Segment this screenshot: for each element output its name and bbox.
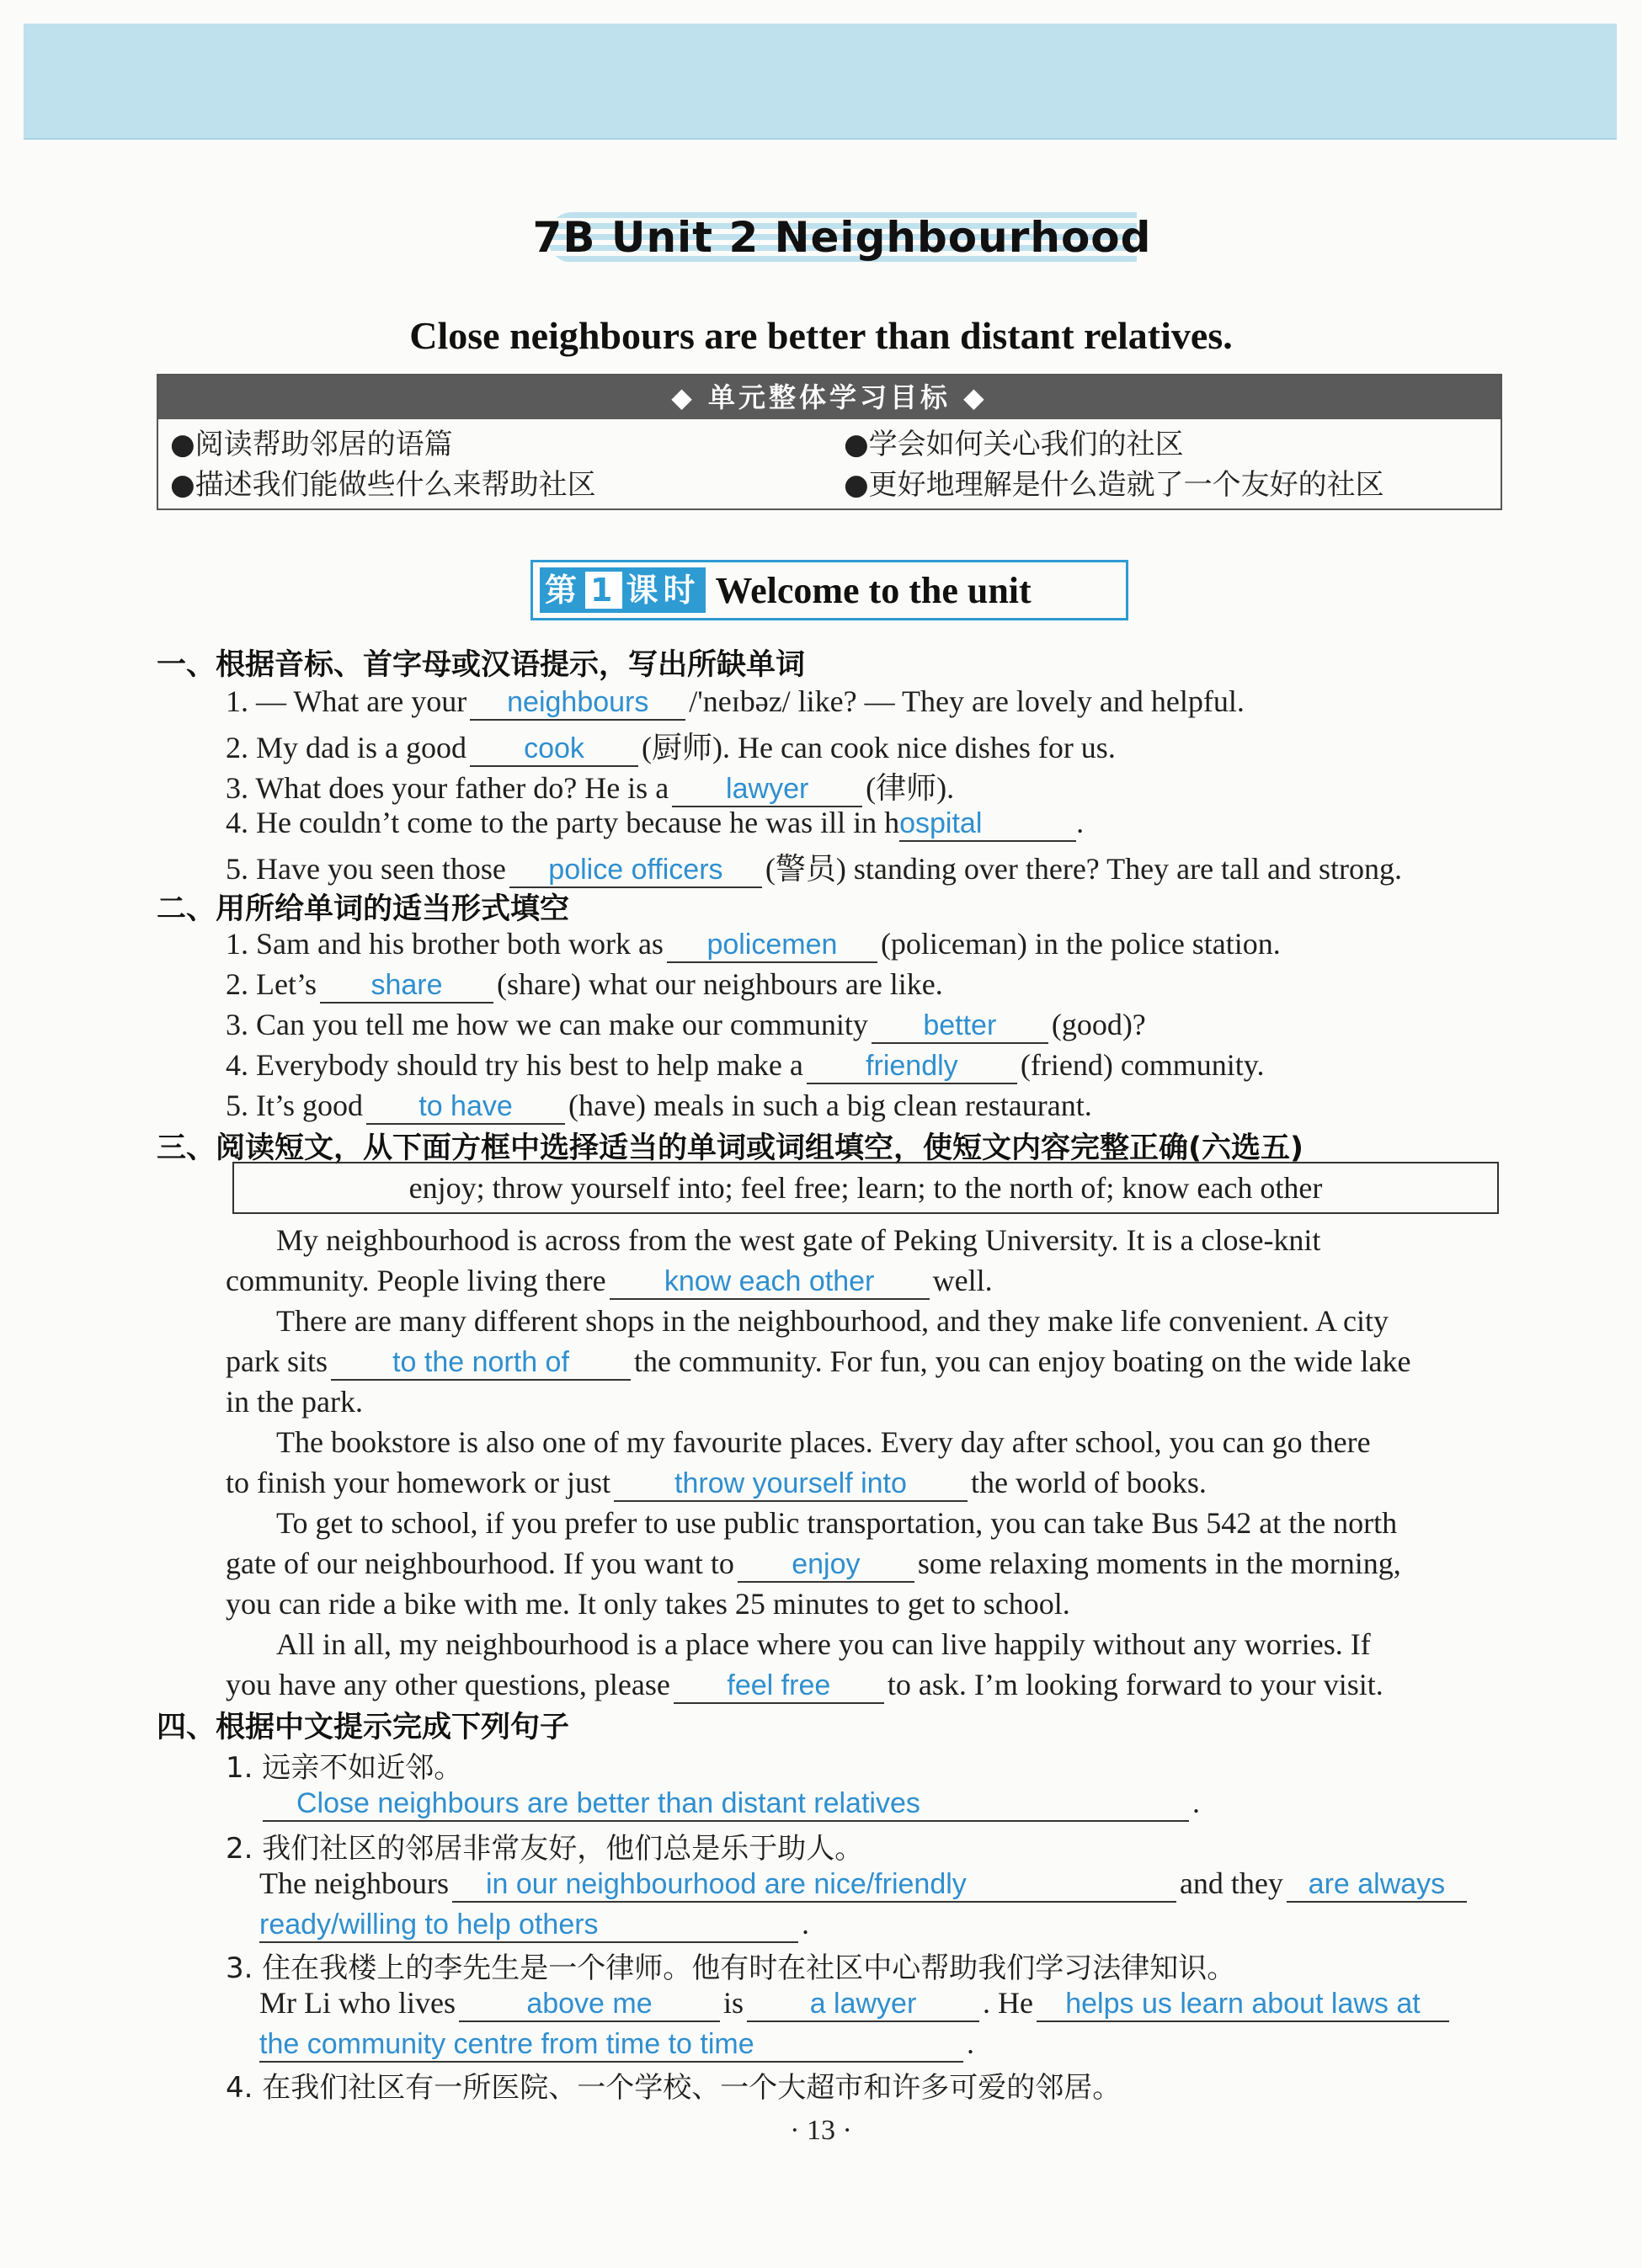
goal-item: ●更好地理解是什么造就了一个友好的社区 (844, 468, 1384, 502)
s4-answer-3-cont: the community centre from time to time . (259, 2026, 974, 2063)
answer-blank[interactable]: in our neighbourhood are nice/friendly (452, 1867, 1176, 1903)
section-1-heading: 一、根据音标、首字母或汉语提示，写出所缺单词 (157, 648, 806, 682)
goal-item: ●描述我们能做些什么来帮助社区 (170, 468, 596, 502)
learning-goals-title: ◆ 单元整体学习目标 ◆ (158, 375, 1501, 419)
passage-line: park sits to the north of the community. For fun, you can enjoy boating on the wide lake (226, 1344, 1410, 1381)
passage-line: to finish your homework or just throw yourself into the world of books. (226, 1465, 1207, 1502)
answer-blank[interactable]: Close neighbours are better than distant relatives (263, 1786, 1189, 1822)
s2-question-4: 4. Everybody should try his best to help make a friendly (friend) community. (226, 1047, 1264, 1084)
answer-blank[interactable]: throw yourself into (614, 1467, 968, 1502)
passage-line: My neighbourhood is across from the west gate of Peking University. It is a close-knit (276, 1223, 1321, 1257)
s4-answer-2: The neighbours in our neighbourhood are nice/friendly and they are always (259, 1866, 1470, 1903)
answer-blank[interactable]: to the north of (331, 1345, 631, 1381)
s4-question-4-cn: 4. 在我们社区有一所医院、一个学校、一个大超市和许多可爱的邻居。 (226, 2071, 1122, 2105)
answer-blank[interactable]: neighbours (470, 685, 685, 721)
s2-question-1: 1. Sam and his brother both work as policemen (policeman) in the police station. (226, 926, 1281, 963)
section-4-heading: 四、根据中文提示完成下列句子 (157, 1711, 570, 1744)
s4-answer-1: Close neighbours are better than distant relatives . (259, 1785, 1200, 1822)
lesson-title: Welcome to the unit (715, 569, 1032, 611)
goal-item: ●学会如何关心我们的社区 (844, 428, 1184, 461)
answer-blank[interactable]: feel free (674, 1669, 884, 1704)
s2-question-3: 3. Can you tell me how we can make our community better (good)? (226, 1007, 1146, 1044)
passage-line: The bookstore is also one of my favourite places. Every day after school, you can go there (276, 1425, 1371, 1459)
answer-blank[interactable]: the community centre from time to time (259, 2027, 963, 2063)
s4-question-3-cn: 3. 住在我楼上的李先生是一个律师。他有时在社区中心帮助我们学习法律知识。 (226, 1951, 1236, 1985)
unit-title-banner (522, 195, 1162, 280)
s2-question-2: 2. Let’s share (share) what our neighbours are like. (226, 966, 943, 1004)
unit-motto: Close neighbours are better than distant relatives. (409, 314, 1233, 357)
page-number: · 13 · (790, 2115, 852, 2146)
passage-line: you have any other questions, please feel free to ask. I’m looking forward to your visit. (226, 1667, 1383, 1704)
s1-question-3: 3. What does your father do? He is a lawyer (律师). (226, 764, 954, 807)
s4-question-1-cn: 1. 远亲不如近邻。 (226, 1751, 463, 1785)
passage-line: community. People living there know each other well. (226, 1263, 993, 1300)
answer-blank[interactable]: lawyer (672, 772, 862, 807)
s4-answer-2-cont: ready/willing to help others . (259, 1906, 809, 1943)
answer-blank[interactable]: cook (470, 732, 638, 767)
passage-line: in the park. (226, 1385, 363, 1419)
top-color-band (24, 24, 1617, 140)
answer-blank[interactable]: to have (366, 1089, 565, 1125)
s4-answer-3: Mr Li who lives above me is a lawyer . He helps us learn about laws at (259, 1985, 1453, 2022)
goal-item: ●阅读帮助邻居的语篇 (170, 428, 453, 461)
answer-blank[interactable]: friendly (807, 1049, 1017, 1084)
lesson-header (530, 560, 1128, 620)
section-2-heading: 二、用所给单词的适当形式填空 (157, 892, 570, 926)
unit-title: 7B Unit 2 Neighbourhood (532, 213, 1152, 262)
passage-line: All in all, my neighbourhood is a place where you can live happily without any worries. If (276, 1627, 1371, 1661)
answer-blank[interactable]: policemen (667, 928, 877, 963)
s1-question-2: 2. My dad is a good cook (厨师). He can cook nice dishes for us. (226, 724, 1116, 767)
answer-blank[interactable]: helps us learn about laws at (1037, 1987, 1449, 2022)
passage-line: you can ride a bike with me. It only takes 25 minutes to get to school. (226, 1587, 1070, 1621)
passage-line: There are many different shops in the neighbourhood, and they make life convenient. A city (276, 1304, 1389, 1338)
word-bank-box: enjoy; throw yourself into; feel free; learn; to the north of; know each other (232, 1162, 1499, 1214)
s1-question-5: 5. Have you seen those police officers (警员) standing over there? They are tall and strong. (226, 845, 1402, 888)
answer-blank[interactable]: a lawyer (747, 1987, 979, 2022)
s1-question-1: 1. — What are your neighbours /'neɪbəz/ like? — They are lovely and helpful. (226, 684, 1245, 721)
s2-question-5: 5. It’s good to have (have) meals in such a big clean restaurant. (226, 1088, 1092, 1125)
answer-blank[interactable]: ospital (899, 807, 1076, 842)
answer-blank[interactable]: enjoy (738, 1547, 914, 1583)
passage-line: To get to school, if you prefer to use public transportation, you can take Bus 542 at the north (276, 1506, 1398, 1540)
answer-blank[interactable]: are always (1287, 1867, 1467, 1903)
lesson-tag: 第 1 课时 (540, 567, 706, 613)
learning-goals-list (158, 419, 1501, 505)
answer-blank[interactable]: above me (459, 1987, 720, 2022)
s1-question-4: 4. He couldn’t come to the party because he was ill in hospital . (226, 805, 1084, 842)
answer-blank[interactable]: better (872, 1009, 1048, 1044)
s4-question-2-cn: 2. 我们社区的邻居非常友好，他们总是乐于助人。 (226, 1832, 864, 1866)
answer-blank[interactable]: share (320, 968, 493, 1004)
learning-goals-box (157, 374, 1502, 510)
answer-blank[interactable]: police officers (509, 853, 762, 888)
answer-blank[interactable]: know each other (610, 1264, 930, 1300)
passage-line: gate of our neighbourhood. If you want to enjoy some relaxing moments in the morning, (226, 1546, 1401, 1583)
answer-blank[interactable]: ready/willing to help others (259, 1908, 798, 1943)
section-3-heading: 三、阅读短文，从下面方框中选择适当的单词或词组填空，使短文内容完整正确(六选五) (157, 1131, 1303, 1165)
